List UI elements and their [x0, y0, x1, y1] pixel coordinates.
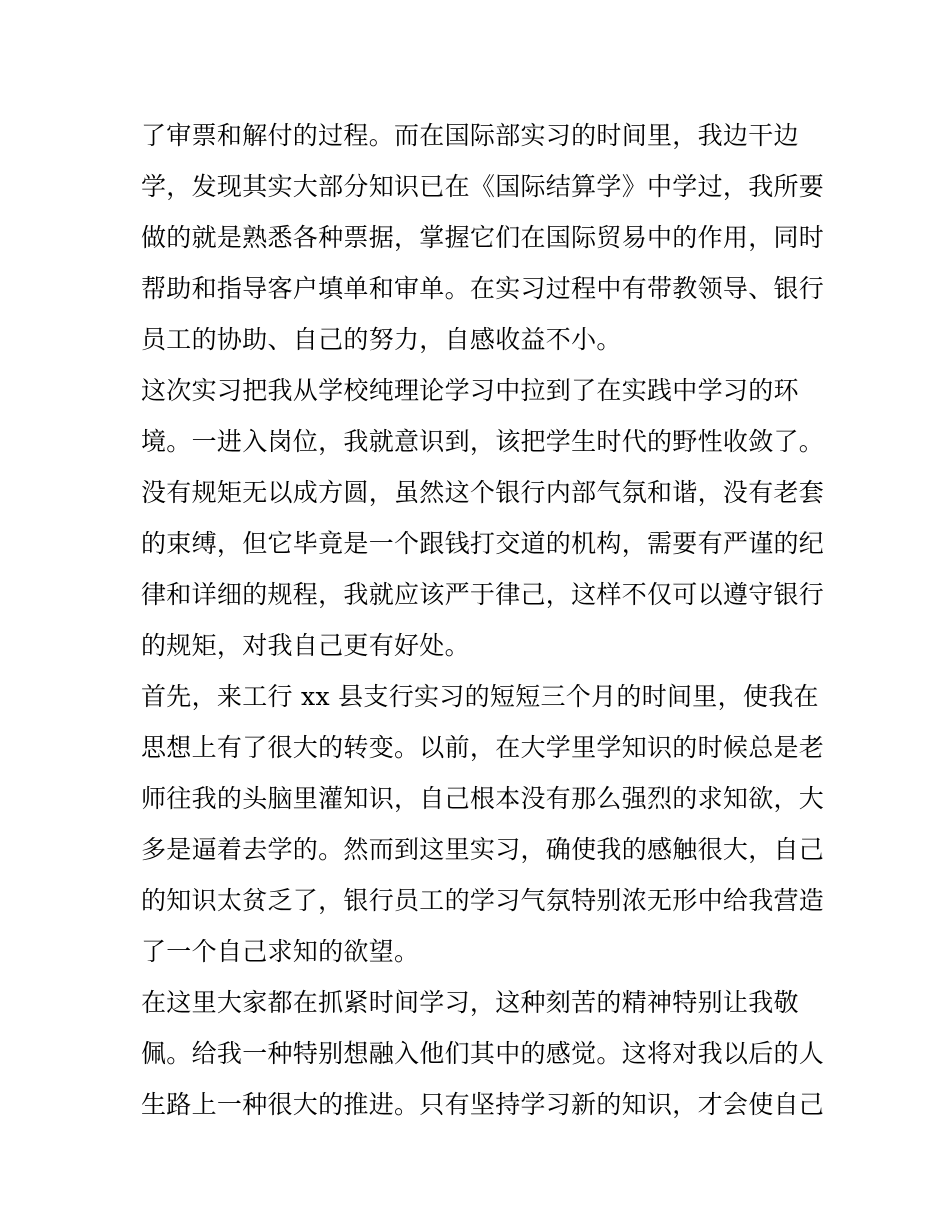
text-line: 的知识太贫乏了，银行员工的学习气氛特别浓无形中给我营造: [141, 886, 825, 915]
text-line: 多是逼着去学的。然而到这里实习，确使我的感触很大，自己: [141, 835, 825, 864]
text-line: 境。一进入岗位，我就意识到，该把学生时代的野性收敛了。: [141, 427, 825, 456]
text-line: 在这里大家都在抓紧时间学习，这种刻苦的精神特别让我敬: [141, 988, 799, 1017]
text-line: 员工的协助、自己的努力，自感收益不小。: [141, 325, 622, 354]
text-line: 的束缚，但它毕竟是一个跟钱打交道的机构，需要有严谨的纪: [141, 529, 825, 558]
text-line: 了一个自己求知的欲望。: [141, 937, 420, 966]
text-line: 了审票和解付的过程。而在国际部实习的时间里，我边干边: [141, 121, 799, 150]
text-line: 佩。给我一种特别想融入他们其中的感觉。这将对我以后的人: [141, 1039, 825, 1068]
text-line: 做的就是熟悉各种票据，掌握它们在国际贸易中的作用，同时: [141, 223, 825, 252]
text-line: 这次实习把我从学校纯理论学习中拉到了在实践中学习的环: [141, 376, 799, 405]
text-line: 没有规矩无以成方圆，虽然这个银行内部气氛和谐，没有老套: [141, 478, 825, 507]
text-line: 学，发现其实大部分知识已在《国际结算学》中学过，我所要: [141, 172, 825, 201]
text-line: 帮助和指导客户填单和审单。在实习过程中有带教领导、银行: [141, 274, 825, 303]
text-line: 首先，来工行 xx 县支行实习的短短三个月的时间里，使我在: [141, 682, 819, 711]
text-line: 师往我的头脑里灌知识，自己根本没有那么强烈的求知欲，大: [141, 784, 825, 813]
text-line: 生路上一种很大的推进。只有坚持学习新的知识，才会使自己: [141, 1090, 825, 1119]
document-body: [141, 110, 825, 1130]
text-line: 思想上有了很大的转变。以前，在大学里学知识的时候总是老: [141, 733, 825, 762]
text-line: 律和详细的规程，我就应该严于律己，这样不仅可以遵守银行: [141, 580, 825, 609]
text-line: 的规矩，对我自己更有好处。: [141, 631, 470, 660]
